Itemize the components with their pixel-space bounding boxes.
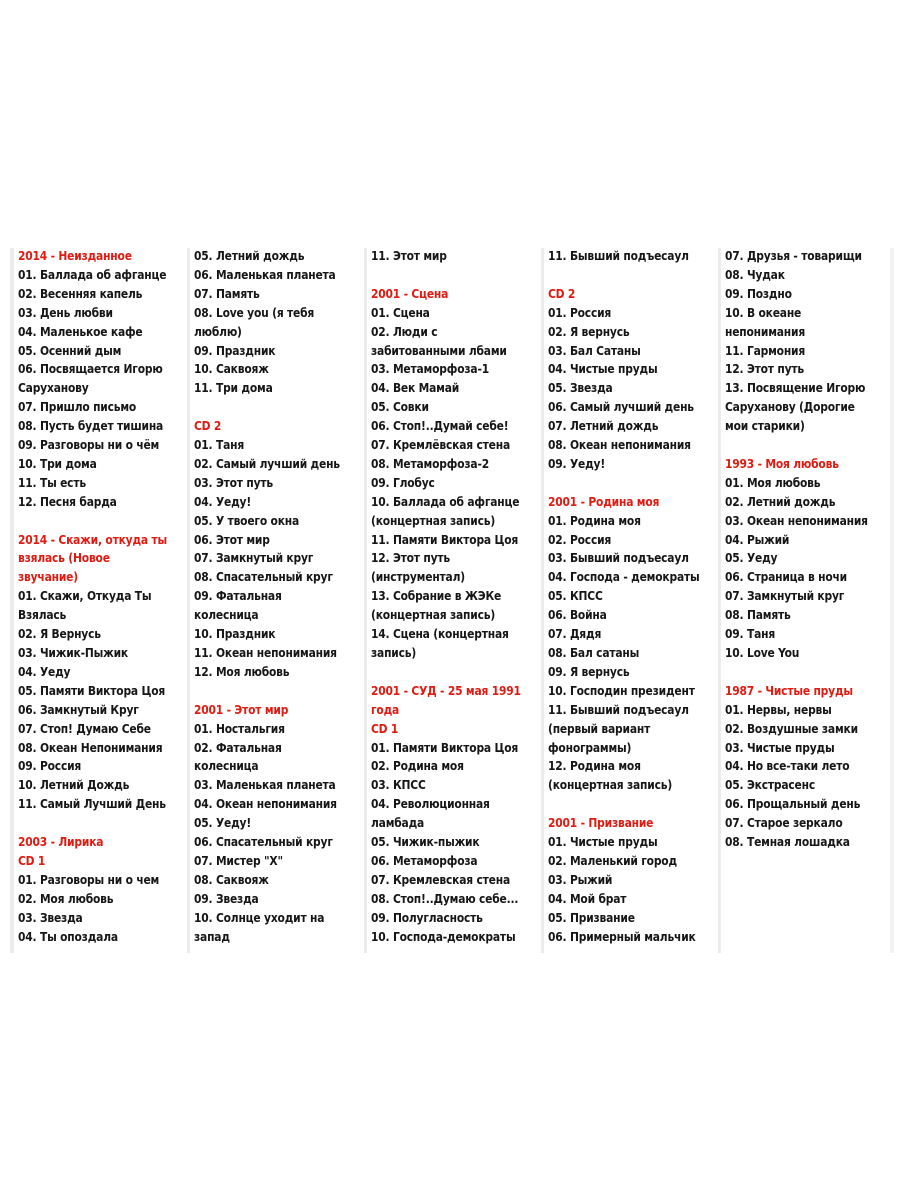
track-line: 11. Этот мир bbox=[371, 249, 447, 264]
spacer bbox=[371, 267, 523, 286]
track-line: 11. Бывший подъесаул bbox=[548, 702, 689, 718]
spacer bbox=[548, 475, 700, 494]
track-line: 06. Страница в ночи bbox=[725, 570, 848, 586]
track-line: 09. Фатальная bbox=[194, 589, 282, 605]
track-line: 10. Летний Дождь bbox=[18, 778, 130, 794]
spacer bbox=[18, 815, 169, 834]
track-line: 10. Баллада об афганце bbox=[371, 494, 520, 510]
track-line: 06. Этот мир bbox=[194, 532, 270, 548]
track-line: запад bbox=[194, 929, 230, 945]
track-line: 06. Война bbox=[548, 608, 607, 624]
track-line: 08. Метаморфоза-2 bbox=[371, 456, 489, 472]
album-heading: 2014 - Неизданное bbox=[18, 249, 132, 264]
track-line: 09. Разговоры ни о чём bbox=[18, 438, 160, 454]
track-line: (концертная запись) bbox=[371, 608, 496, 624]
track-line: 05. Звезда bbox=[548, 381, 613, 397]
album-heading: 2001 - Этот мир bbox=[194, 702, 289, 718]
track-line: запись) bbox=[371, 646, 417, 662]
track-line: 02. Люди с bbox=[371, 324, 438, 340]
track-line: 03. Звезда bbox=[18, 910, 83, 926]
track-line: 12. Моя любовь bbox=[194, 664, 290, 680]
track-line: 11. Три дома bbox=[194, 381, 273, 397]
track-line: 04. Мой брат bbox=[548, 891, 627, 907]
track-line: 07. Дядя bbox=[548, 627, 602, 643]
track-line: 04. Океан непонимания bbox=[194, 797, 337, 813]
track-line: 02. Воздушные замки bbox=[725, 721, 858, 737]
track-line: 02. Родина моя bbox=[371, 759, 464, 775]
track-line: 03. День любви bbox=[18, 305, 113, 321]
track-line: 02. Моя любовь bbox=[18, 891, 114, 907]
album-heading: CD 2 bbox=[548, 286, 576, 302]
track-line: 08. Океан Непонимания bbox=[18, 740, 163, 756]
track-line: 01. Баллада об афганце bbox=[18, 267, 167, 283]
track-line: 03. Чижик-Пыжик bbox=[18, 646, 129, 662]
spacer bbox=[548, 267, 700, 286]
track-line: 08. Стоп!..Думаю себе... bbox=[371, 891, 519, 907]
track-line: 05. Призвание bbox=[548, 910, 635, 926]
track-line: 05. Совки bbox=[371, 400, 429, 416]
album-heading: 1987 - Чистые пруды bbox=[725, 683, 853, 699]
track-line: 01. Скажи, Откуда Ты bbox=[18, 589, 152, 605]
track-line: 09. Звезда bbox=[194, 891, 259, 907]
album-heading: 2001 - СУД - 25 мая 1991 bbox=[371, 683, 521, 699]
track-line: 06. Самый лучший день bbox=[548, 400, 694, 416]
track-line: 11. Самый Лучший День bbox=[18, 797, 166, 813]
album-heading: года bbox=[371, 702, 400, 718]
track-line: 07. Замкнутый круг bbox=[194, 551, 314, 567]
track-line: 03. Бал Сатаны bbox=[548, 343, 641, 359]
track-line: 07. Летний дождь bbox=[548, 419, 659, 435]
track-line: непонимания bbox=[725, 324, 806, 340]
spacer bbox=[18, 513, 169, 532]
track-line: 09. Полугласность bbox=[371, 910, 483, 926]
track-line: 01. Чистые пруды bbox=[548, 835, 658, 851]
track-line: 05. Уеду bbox=[725, 551, 778, 567]
track-line: 08. Память bbox=[725, 608, 791, 624]
album-heading: 1993 - Моя любовь bbox=[725, 456, 839, 472]
track-line: 01. Памяти Виктора Цоя bbox=[371, 740, 519, 756]
track-line: 10. Праздник bbox=[194, 627, 276, 643]
album-heading: 2014 - Скажи, откуда ты bbox=[18, 532, 168, 548]
track-line: 01. Моя любовь bbox=[725, 475, 821, 491]
track-line: люблю) bbox=[194, 324, 242, 340]
track-line: 10. Солнце уходит на bbox=[194, 910, 325, 926]
track-line: мои старики) bbox=[725, 419, 805, 435]
track-line: (первый вариант bbox=[548, 721, 651, 737]
track-line: 03. Метаморфоза-1 bbox=[371, 362, 489, 378]
tracklist-column bbox=[541, 248, 713, 953]
track-line: 02. Самый лучший день bbox=[194, 456, 340, 472]
track-line: 08. Саквояж bbox=[194, 872, 269, 888]
track-line: 09. Уеду! bbox=[548, 456, 606, 472]
album-heading: звучание) bbox=[18, 570, 78, 586]
track-line: 06. Посвящается Игорю bbox=[18, 362, 163, 378]
track-line: 08. Океан непонимания bbox=[548, 438, 691, 454]
tracklist-column bbox=[187, 248, 359, 953]
track-line: 09. Праздник bbox=[194, 343, 276, 359]
track-line: (инструментал) bbox=[371, 570, 465, 586]
track-line: 10. В океане bbox=[725, 305, 802, 321]
track-line: 04. Век Мамай bbox=[371, 381, 460, 397]
track-line: 04. Революционная bbox=[371, 797, 490, 813]
track-line: 06. Маленькая планета bbox=[194, 267, 336, 283]
track-line: 02. Весенняя капель bbox=[18, 286, 143, 302]
track-line: 05. Экстрасенс bbox=[725, 778, 816, 794]
track-line: 09. Я вернусь bbox=[548, 664, 630, 680]
album-heading: взялась (Новое bbox=[18, 551, 110, 567]
track-line: 10. Love You bbox=[725, 646, 800, 662]
track-line: 07. Стоп! Думаю Себе bbox=[18, 721, 151, 737]
track-line: 02. Маленький город bbox=[548, 853, 677, 869]
track-line: 01. Нервы, нервы bbox=[725, 702, 832, 718]
track-line: 07. Мистер "Х" bbox=[194, 853, 283, 869]
track-line: (концертная запись) bbox=[548, 778, 673, 794]
track-line: 06. Стоп!..Думай себе! bbox=[371, 419, 509, 435]
track-line: 11. Океан непонимания bbox=[194, 646, 337, 662]
track-line: 08. Бал сатаны bbox=[548, 646, 640, 661]
track-line: Саруханову (Дорогие bbox=[725, 400, 855, 416]
album-heading: CD 1 bbox=[371, 721, 399, 737]
spacer bbox=[725, 437, 877, 456]
tracklist-column bbox=[364, 248, 536, 953]
track-line: 09. Поздно bbox=[725, 286, 792, 302]
track-line: колесница bbox=[194, 759, 259, 775]
track-line: фонограммы) bbox=[548, 740, 632, 756]
track-line: 08. Спасательный круг bbox=[194, 570, 333, 586]
track-line: ламбада bbox=[371, 816, 425, 832]
track-line: 01. Таня bbox=[194, 438, 245, 454]
track-line: 12. Этот путь bbox=[725, 362, 804, 378]
track-line: колесница bbox=[194, 608, 259, 624]
track-line: 12. Родина моя bbox=[548, 759, 641, 775]
track-line: 07. Кремлевская стена bbox=[371, 872, 510, 888]
track-line: 05. Уеду! bbox=[194, 816, 252, 832]
track-line: Саруханову bbox=[18, 381, 89, 397]
track-line: 05. Памяти Виктора Цоя bbox=[18, 683, 166, 699]
track-line: 03. Маленькая планета bbox=[194, 778, 336, 794]
tracklist-column bbox=[718, 248, 890, 953]
track-line: 04. Уеду bbox=[18, 664, 71, 680]
track-line: 07. Друзья - товарищи bbox=[725, 249, 862, 264]
track-line: 09. Глобус bbox=[371, 475, 435, 491]
track-line: 05. Летний дождь bbox=[194, 249, 305, 264]
track-line: 05. У твоего окна bbox=[194, 513, 300, 529]
spacer bbox=[194, 399, 346, 418]
tracklist-column bbox=[10, 248, 182, 953]
track-line: 13. Собрание в ЖЭКе bbox=[371, 589, 502, 605]
track-line: 02. Россия bbox=[548, 532, 612, 548]
track-line: 03. Этот путь bbox=[194, 475, 273, 491]
spacer bbox=[194, 683, 346, 702]
track-line: 01. Разговоры ни о чем bbox=[18, 872, 160, 888]
track-line: 03. Бывший подъесаул bbox=[548, 551, 689, 567]
track-line: 01. Ностальгия bbox=[194, 721, 285, 737]
track-line: 10. Саквояж bbox=[194, 362, 269, 378]
spacer bbox=[371, 664, 523, 683]
album-heading: 2003 - Лирика bbox=[18, 835, 104, 851]
track-line: 07. Память bbox=[194, 286, 260, 302]
track-line: 04. Чистые пруды bbox=[548, 362, 658, 378]
track-line: 08. Чудак bbox=[725, 267, 785, 283]
track-line: 08. Пусть будет тишина bbox=[18, 419, 164, 435]
track-line: 08. Love you (я тебя bbox=[194, 305, 315, 321]
album-heading: 2001 - Сцена bbox=[371, 286, 449, 302]
spacer bbox=[548, 796, 700, 815]
track-line: Взялась bbox=[18, 608, 67, 624]
track-line: 06. Метаморфоза bbox=[371, 853, 478, 869]
track-line: 12. Этот путь bbox=[371, 551, 450, 567]
track-line: 11. Бывший подъесаул bbox=[548, 249, 689, 264]
track-line: 04. Ты опоздала bbox=[18, 929, 118, 945]
track-line: 10. Господин президент bbox=[548, 683, 695, 699]
track-line: 04. Рыжий bbox=[725, 532, 790, 548]
track-line: 11. Памяти Виктора Цоя bbox=[371, 532, 519, 548]
track-line: 01. Сцена bbox=[371, 305, 430, 321]
album-heading: 2001 - Призвание bbox=[548, 816, 654, 832]
track-line: 06. Примерный мальчик bbox=[548, 929, 696, 945]
track-line: 07. Кремлёвская стена bbox=[371, 438, 510, 454]
track-line: 03. Рыжий bbox=[548, 872, 613, 888]
track-line: 11. Ты есть bbox=[18, 475, 86, 491]
track-line: 08. Темная лошадка bbox=[725, 835, 850, 851]
track-line: 02. Летний дождь bbox=[725, 494, 836, 510]
track-line: 07. Старое зеркало bbox=[725, 816, 843, 832]
track-line: забитованными лбами bbox=[371, 343, 507, 359]
spacer bbox=[725, 664, 877, 683]
track-line: 13. Посвящение Игорю bbox=[725, 381, 866, 397]
track-line: 05. КПСС bbox=[548, 589, 603, 605]
track-line: 04. Уеду! bbox=[194, 494, 252, 510]
track-line: 03. КПСС bbox=[371, 778, 426, 794]
track-line: 11. Гармония bbox=[725, 343, 806, 359]
track-line: 09. Таня bbox=[725, 627, 776, 643]
tracklist-sheet bbox=[10, 248, 894, 953]
album-heading: CD 2 bbox=[194, 419, 222, 435]
track-line: 07. Пришло письмо bbox=[18, 400, 137, 416]
track-line: 02. Я вернусь bbox=[548, 324, 630, 340]
track-line: 07. Замкнутый круг bbox=[725, 589, 845, 605]
album-heading: 2001 - Родина моя bbox=[548, 494, 660, 510]
track-line: 01. Россия bbox=[548, 305, 612, 321]
track-line: (концертная запись) bbox=[371, 513, 496, 529]
track-line: 05. Осенний дым bbox=[18, 343, 122, 359]
track-line: 03. Океан непонимания bbox=[725, 513, 868, 529]
track-line: 03. Чистые пруды bbox=[725, 740, 835, 756]
track-line: 04. Маленькое кафе bbox=[18, 324, 143, 340]
track-line: 04. Но все-таки лето bbox=[725, 759, 850, 775]
track-line: 10. Три дома bbox=[18, 456, 97, 472]
track-line: 06. Замкнутый Круг bbox=[18, 702, 139, 718]
track-line: 10. Господа-демократы bbox=[371, 929, 516, 945]
track-line: 02. Я Вернусь bbox=[18, 627, 101, 643]
track-line: 14. Сцена (концертная bbox=[371, 627, 509, 643]
track-line: 06. Спасательный круг bbox=[194, 835, 333, 851]
track-line: 12. Песня барда bbox=[18, 494, 117, 510]
track-line: 09. Россия bbox=[18, 759, 82, 775]
album-heading: CD 1 bbox=[18, 853, 46, 869]
track-line: 01. Родина моя bbox=[548, 513, 641, 529]
track-line: 02. Фатальная bbox=[194, 740, 282, 756]
track-line: 05. Чижик-пыжик bbox=[371, 835, 480, 851]
track-line: 06. Прощальный день bbox=[725, 797, 861, 813]
track-line: 04. Господа - демократы bbox=[548, 570, 700, 586]
